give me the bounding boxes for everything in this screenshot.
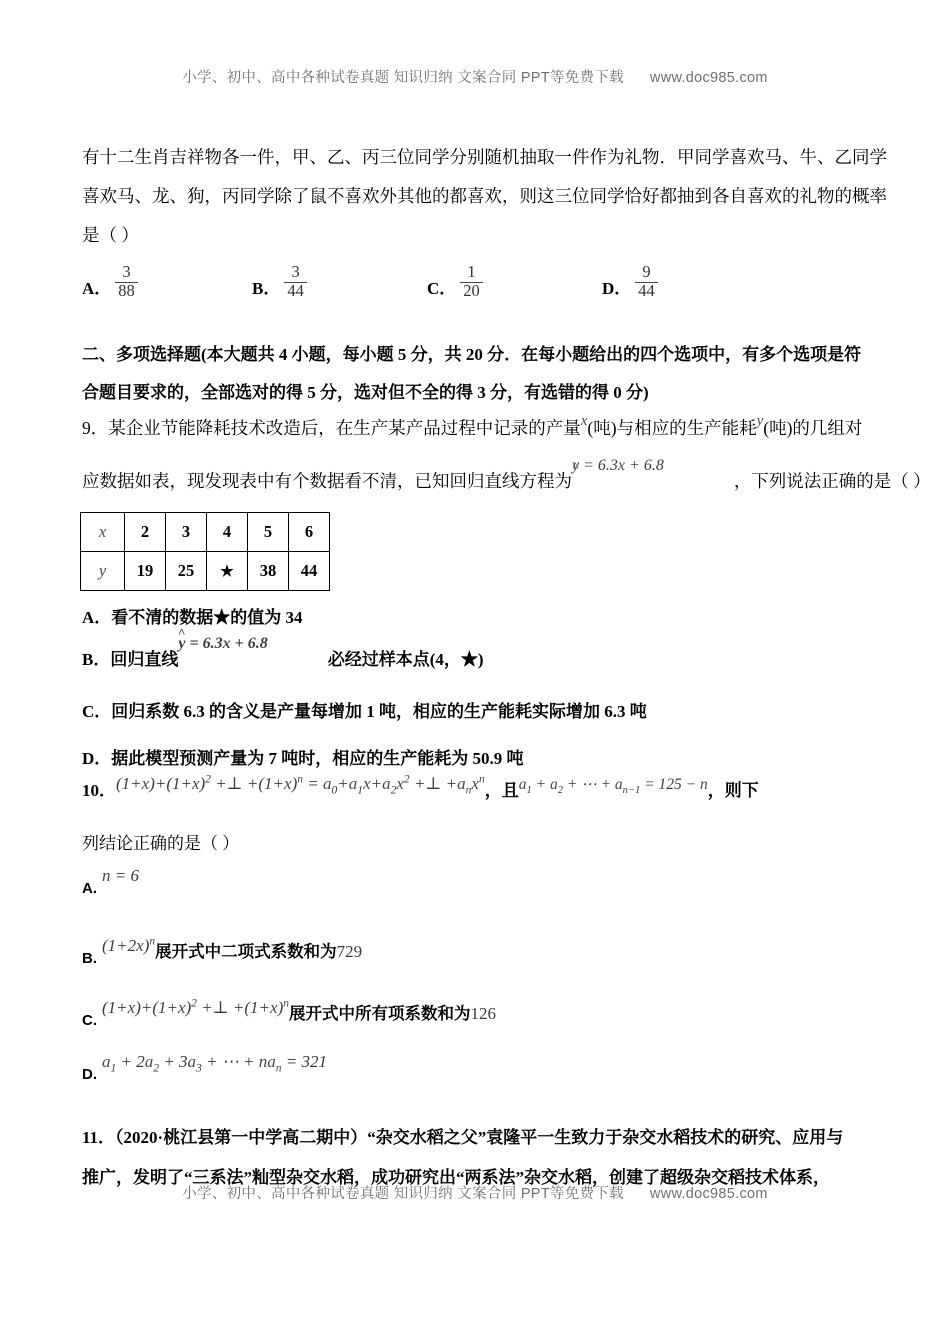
question-9-regression-equation: y ^ = 6.3x + 6.8 [572, 446, 664, 485]
option-c-denominator: 20 [460, 282, 483, 300]
table-row-y [81, 552, 330, 591]
footer-watermark-text: 小学、初中、高中各种试卷真题 知识归纳 文案合同 PPT等免费下载 [182, 1186, 624, 1202]
table-cell-x-2: 3 [166, 513, 207, 552]
question-9-option-b-pre: B．回归直线 [82, 650, 179, 669]
question-10-option-c-value: 126 [470, 1004, 497, 1023]
question-10-option-b-math: $(1+2x)^n$ [102, 934, 156, 955]
question-10-option-a-label: A. [82, 880, 97, 897]
question-8-option-d[interactable] [602, 255, 658, 301]
question-10-option-b-text: 展开式中二项式系数和为 [155, 942, 337, 961]
table-cell-y-4: 38 [248, 552, 289, 591]
question-9-option-c[interactable] [82, 697, 647, 722]
question-9-data-table [80, 512, 330, 591]
option-a-label: A． [82, 279, 112, 298]
option-b-denominator: 44 [284, 282, 307, 300]
table-header-y: y [81, 552, 125, 591]
table-cell-y-5: 44 [289, 552, 330, 591]
header-watermark [0, 66, 950, 87]
question-9-option-b-equation: y ^ = 6.3x + 6.8 [178, 635, 267, 653]
section-2-heading-line-1: 二、多项选择题(本大题共 4 小题，每小题 5 分，共 20 分．在每小题给出的四个选项中，有多个选项是符 [82, 345, 862, 364]
table-cell-y-3-star: ★ [207, 552, 248, 591]
question-9-option-a-text: A．看不清的数据★的值为 34 [82, 608, 303, 627]
question-9-option-a[interactable] [82, 603, 303, 628]
question-8-option-a[interactable] [82, 255, 138, 301]
question-9-variable-x: x [580, 413, 588, 429]
question-10-equation-condition: $a_1 + a_2$ + ⋯ + $a_{n-1} = 125 - n$ [518, 776, 708, 797]
question-10-option-d-math: $a_1 + 2a_2 + 3a_3$ + ⋯ + $na_n = 321$ [102, 1052, 328, 1075]
question-9-stem-line2-post: ，下列说法正确的是（ ） [733, 471, 931, 491]
question-9-option-d-text: D．据此模型预测产量为 7 吨时，相应的生产能耗为 50.9 吨 [82, 749, 524, 768]
table-cell-x-4: 5 [248, 513, 289, 552]
question-10-stem-line-1 [82, 772, 902, 801]
option-b-label: B． [252, 279, 281, 298]
question-9-stem-part-1: 9．某企业节能降耗技术改造后，在生产某产品过程中记录的产量 [82, 418, 581, 438]
question-8-option-c[interactable] [427, 255, 483, 301]
option-c-fraction [460, 264, 483, 301]
question-10-equation-main: $(1+x)+(1+x)^2$ +⊥ $+(1+x)^n = a_0+a_1x+a_2x^2$ +⊥ $+a_nx^n$ [116, 772, 485, 797]
question-8-options [82, 255, 782, 305]
option-c-numerator: 1 [467, 262, 476, 282]
question-8-stem-line-2: 喜欢马、龙、狗，丙同学除了鼠不喜欢外其他的都喜欢，则这三位同学恰好都抽到各自喜欢的礼物的概率 [82, 186, 887, 206]
question-10-stem-line-2 [82, 829, 239, 854]
question-10-option-c-label: C. [82, 1012, 97, 1029]
table-cell-y-2: 25 [166, 552, 207, 591]
table-row-x [81, 513, 330, 552]
question-10-option-a-math: n = 6 [102, 866, 139, 885]
question-9-stem-line2-pre: 应数据如表，现发现表中有个数据看不清，已知回归直线方程为 [82, 471, 572, 491]
question-9-stem-line-2 [82, 457, 931, 502]
option-d-numerator: 9 [642, 262, 651, 282]
table-cell-x-3: 4 [207, 513, 248, 552]
question-9-option-b-post: 必经过样本点(4，★) [327, 650, 484, 669]
question-10-number: 10． [82, 781, 116, 800]
question-10-comma-1: ， [484, 781, 502, 800]
question-9-stem-part-3: (吨)的几组对 [763, 418, 863, 438]
option-b-numerator: 3 [291, 262, 300, 282]
question-8-stem-line-1: 有十二生肖吉祥物各一件，甲、乙、丙三位同学分别随机抽取一件作为礼物．甲同学喜欢马、牛、乙同学 [82, 147, 887, 167]
question-10-option-d-label: D. [82, 1066, 97, 1083]
question-11-stem-line-2: 推广，发明了“三系法”籼型杂交水稻，成功研究出“两系法”杂交水稻，创建了超级杂交稻技术体系， [82, 1168, 830, 1187]
question-10-option-a[interactable] [82, 866, 139, 897]
question-10-conjunction: 且 [501, 781, 519, 800]
table-cell-x-5: 6 [289, 513, 330, 552]
question-8-option-b[interactable] [252, 255, 307, 301]
question-8-stem-line-3: 是（ ） [82, 225, 139, 245]
question-10-option-c[interactable] [82, 996, 497, 1029]
question-9-option-b[interactable] [82, 635, 484, 670]
option-b-fraction [284, 264, 307, 301]
question-10-option-b[interactable] [82, 934, 363, 967]
question-10-option-b-label: B. [82, 950, 97, 967]
question-9-stem-line-1 [82, 409, 892, 450]
table-header-x: x [81, 513, 125, 552]
question-10-option-d[interactable] [82, 1052, 328, 1083]
question-11-stem-line-1: 11．（2020·桃江县第一中学高二期中）“杂交水稻之父”袁隆平一生致力于杂交水稻技术的研究、应用与 [82, 1128, 844, 1147]
question-10-option-b-value: 729 [336, 942, 363, 961]
question-10-stem-line-2-text: 列结论正确的是（ ） [82, 834, 240, 853]
option-a-denominator: 88 [115, 282, 138, 300]
question-10-tail: ，则下 [707, 781, 759, 800]
option-a-numerator: 3 [122, 262, 131, 282]
option-d-fraction [635, 264, 658, 301]
question-9-option-d[interactable] [82, 744, 524, 769]
question-9-stem-part-2: (吨)与相应的生产能耗 [587, 418, 757, 438]
table-cell-y-1: 19 [125, 552, 166, 591]
section-2-heading-line-2: 合题目要求的，全部选对的得 5 分，选对但不全的得 3 分，有选错的得 0 分) [82, 383, 649, 402]
option-a-fraction [115, 264, 138, 301]
question-8-stem [82, 138, 887, 255]
question-10-option-c-text: 展开式中所有项系数和为 [289, 1004, 471, 1023]
question-10-option-c-math: $(1+x)+(1+x)^2$ +⊥ $+(1+x)^n$ [102, 996, 290, 1017]
section-2-heading [82, 336, 892, 412]
option-d-label: D． [602, 279, 632, 298]
option-c-label: C． [427, 279, 457, 298]
option-d-denominator: 44 [635, 282, 658, 300]
footer-watermark [0, 1182, 950, 1203]
header-watermark-url: www.doc985.com [649, 70, 768, 86]
table-cell-x-1: 2 [125, 513, 166, 552]
header-watermark-text: 小学、初中、高中各种试卷真题 知识归纳 文案合同 PPT等免费下载 [182, 70, 624, 86]
footer-watermark-url: www.doc985.com [649, 1186, 768, 1202]
question-9-variable-y: y [756, 413, 764, 429]
question-9-option-c-text: C．回归系数 6.3 的含义是产量每增加 1 吨，相应的生产能耗实际增加 6.3 吨 [82, 702, 647, 721]
